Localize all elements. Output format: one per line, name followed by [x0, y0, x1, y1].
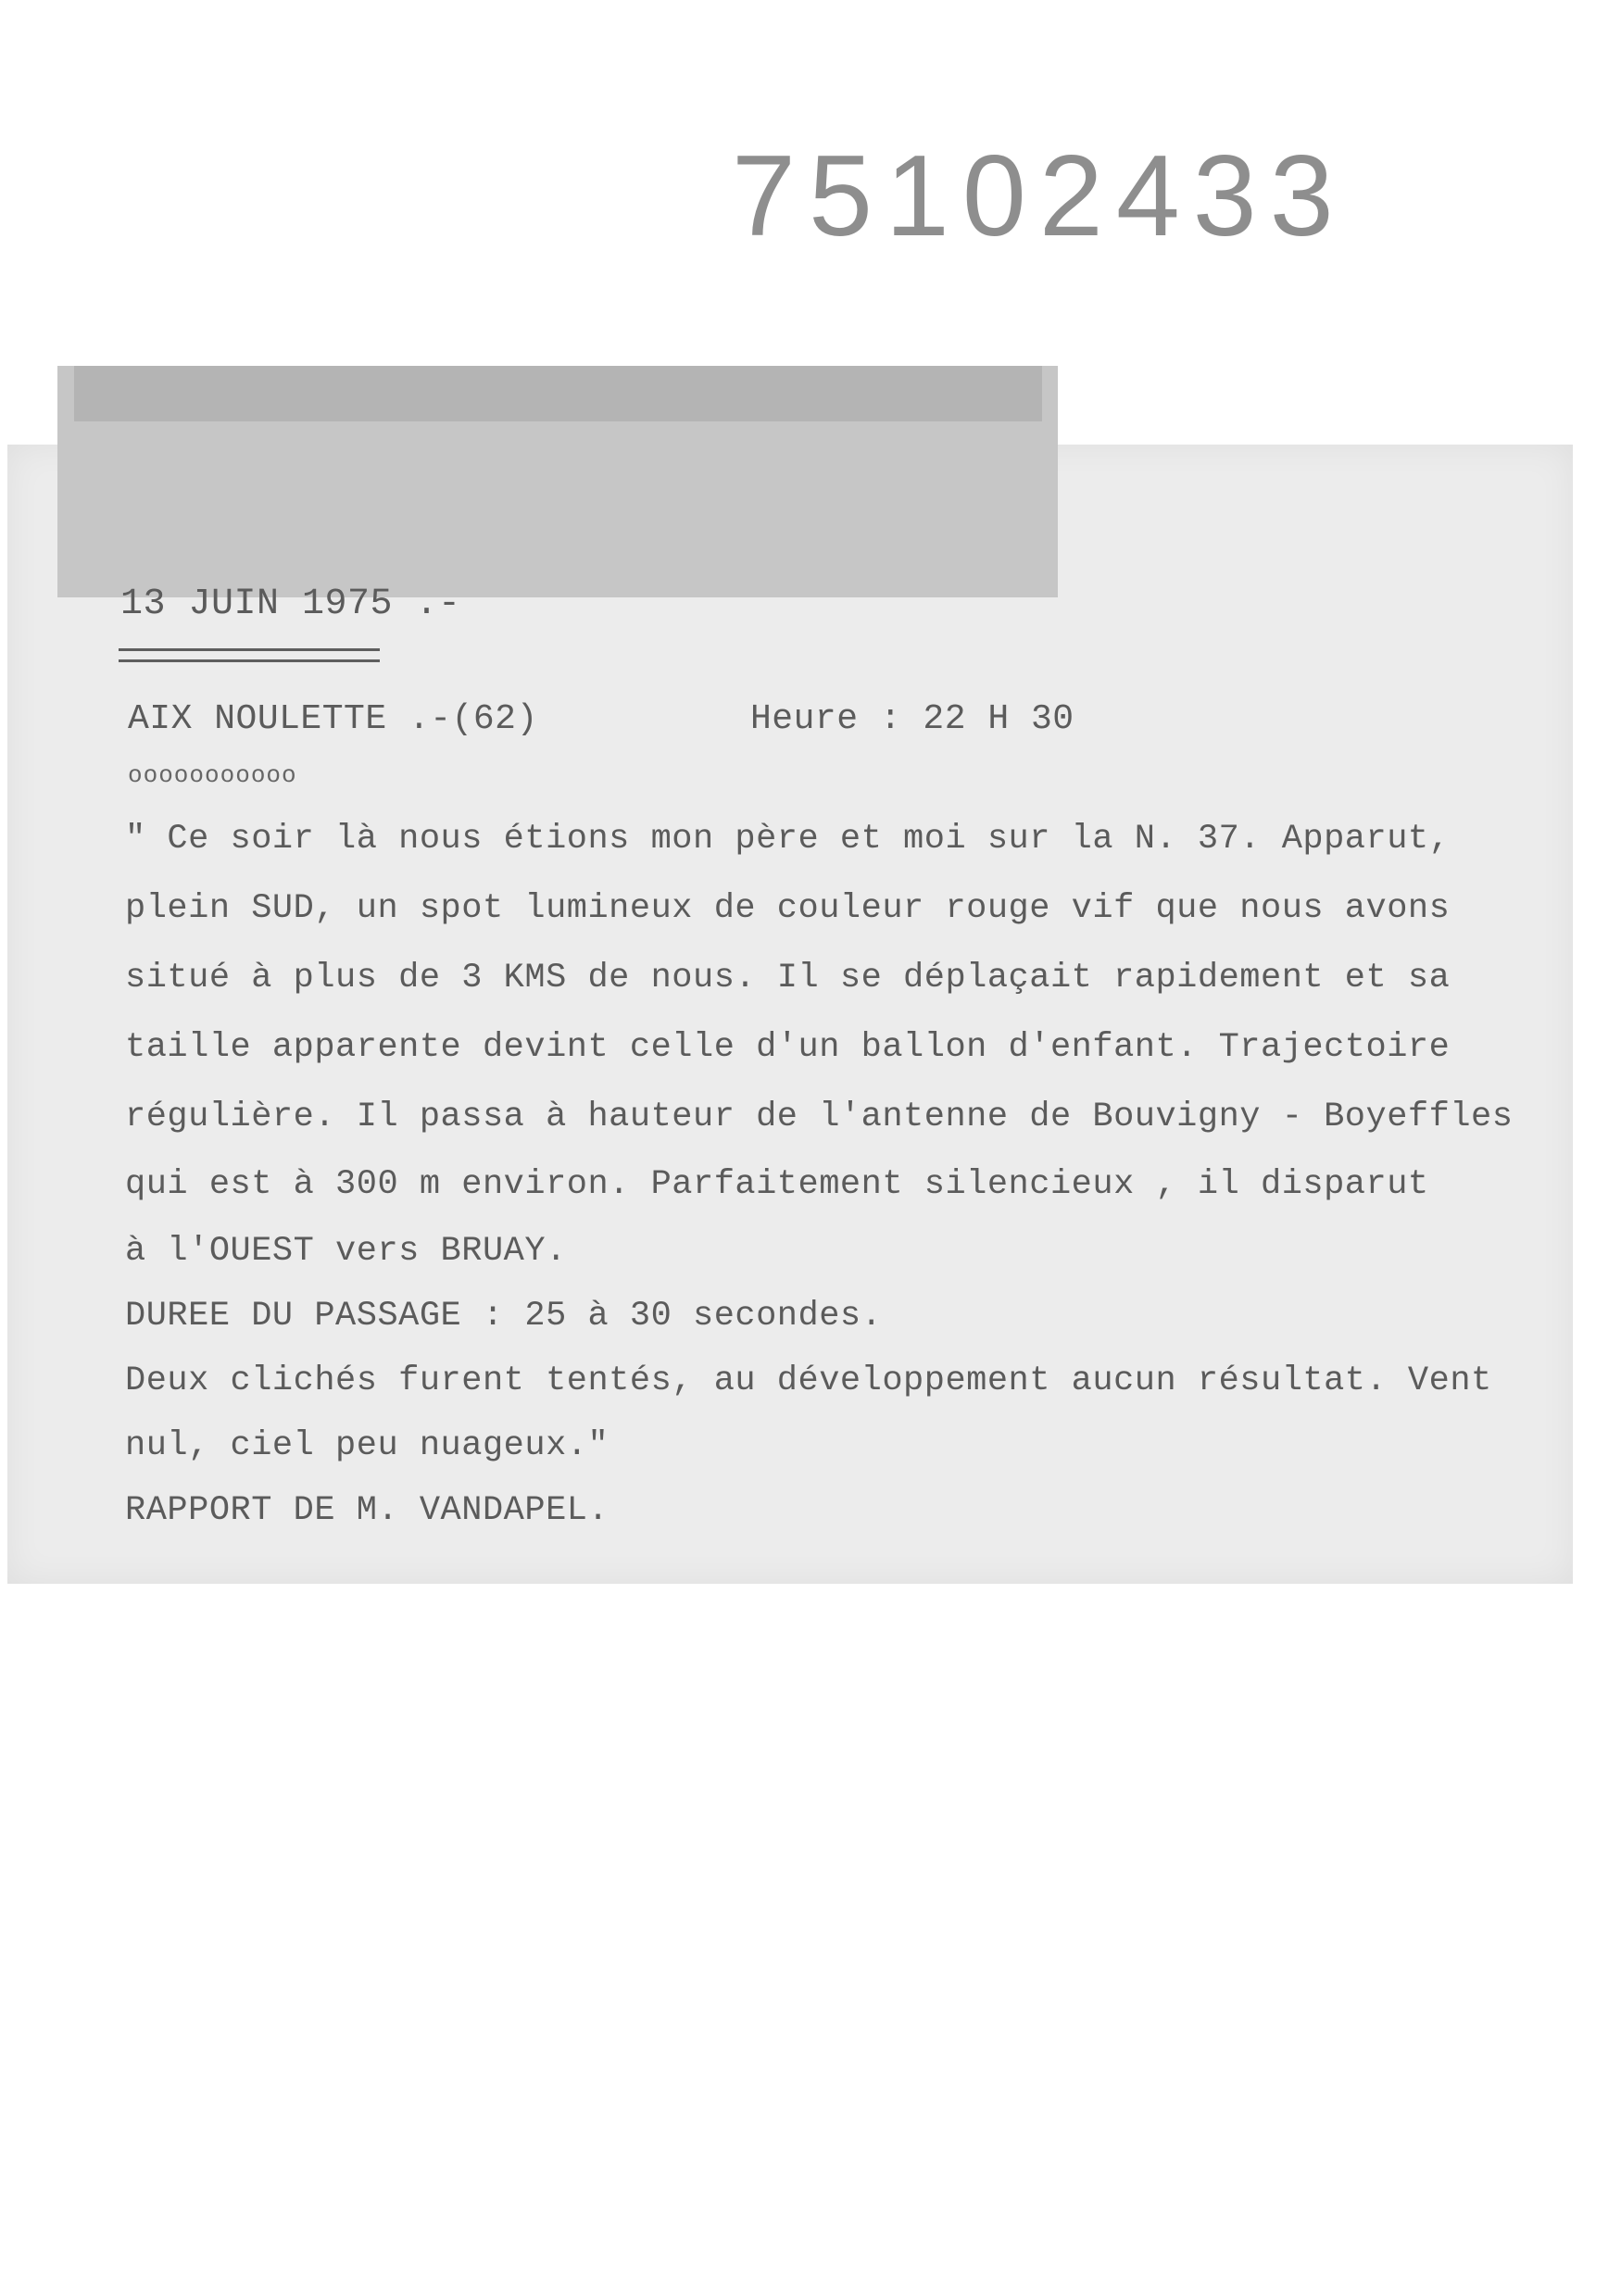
- body-line: plein SUD, un spot lumineux de couleur rouge vif que nous avons: [125, 889, 1451, 928]
- location-label: AIX NOULETTE .-(62): [128, 699, 538, 739]
- body-line: qui est à 300 m environ. Parfaitement silencieux , il disparut: [125, 1165, 1429, 1204]
- separator-row: ooooooooooo: [128, 761, 297, 789]
- redaction-tape: [74, 366, 1042, 421]
- body-line: régulière. Il passa à hauteur de l'antenne de Bouvigny - Boyeffles: [125, 1098, 1514, 1136]
- body-line: taille apparente devint celle d'un ballon d'enfant. Trajectoire: [125, 1028, 1451, 1067]
- time-label: Heure : 22 H 30: [750, 699, 1074, 739]
- body-line: nul, ciel peu nuageux.": [125, 1426, 609, 1465]
- body-line: Deux clichés furent tentés, au développement aucun résultat. Vent: [125, 1361, 1492, 1400]
- document-number: 75102433: [732, 132, 1347, 260]
- body-line: DUREE DU PASSAGE : 25 à 30 secondes.: [125, 1297, 883, 1336]
- report-signature: RAPPORT DE M. VANDAPEL.: [125, 1491, 609, 1530]
- body-line: situé à plus de 3 KMS de nous. Il se déplaçait rapidement et sa: [125, 959, 1451, 997]
- date-underline: [119, 648, 380, 662]
- body-line: à l'OUEST vers BRUAY.: [125, 1232, 567, 1271]
- body-line: " Ce soir là nous étions mon père et moi sur la N. 37. Apparut,: [125, 820, 1451, 859]
- date-heading: 13 JUIN 1975 .-: [120, 583, 461, 625]
